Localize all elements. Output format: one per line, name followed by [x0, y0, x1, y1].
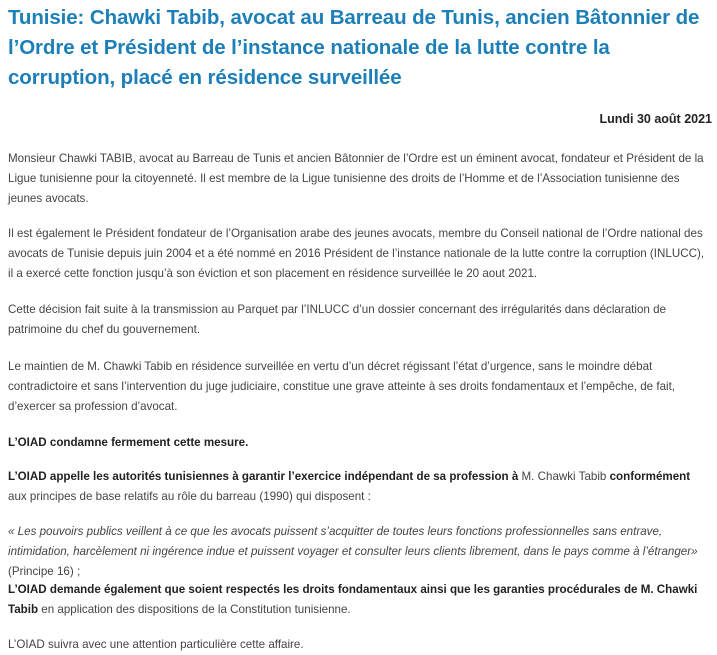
quote-text: « Les pouvoirs publics veillent à ce que les avocats puissent s’acquitter de toutes leurs fonctions professionnelles sans entrave, intimidation, harcèlement ni ingérence indue et puissent voyager et consulter leurs clients librement, dans le pays comme à l’étranger» [8, 525, 698, 558]
appeal-name-text: M. Chawki Tabib [518, 470, 610, 483]
paragraph-followup: L’OIAD suivra avec une attention particulière cette affaire. [8, 638, 304, 651]
paragraph-quote [8, 522, 710, 582]
paragraph-demand [8, 580, 710, 620]
condemnation-text: L’OIAD condamne fermement cette mesure. [8, 436, 249, 449]
appeal-bold-text: L’OIAD appelle les autorités tunisiennes à garantir l’exercice indépendant de sa profession à [8, 470, 519, 483]
demand-bold-text: L’OIAD demande également que soient respectés les droits fondamentaux ainsi que les garanties procédurales de M. Chawki Tabib [8, 583, 698, 616]
paragraph-condemnation [8, 433, 710, 453]
appeal-principles-text: aux principes de base relatifs au rôle du barreau (1990) qui disposent : [8, 490, 371, 503]
demand-normal-text: en application des dispositions de la Constitution tunisienne. [38, 603, 351, 616]
paragraph-decision: Cette décision fait suite à la transmission au Parquet par l’INLUCC d’un dossier concernant des irrégularités dans déclaration de patrimoine du chef du gouvernement. [8, 303, 666, 336]
quote-reference: (Principe 16) ; [8, 565, 81, 578]
paragraph-house-arrest: Le maintien de M. Chawki Tabib en résidence surveillée en vertu d’un décret régissant l’état d’urgence, sans le moindre débat contradictoire et sans l’intervention du juge judiciaire, constitue une grave atteinte à ses droits fondamentaux et l’empêche, de fait, d’exercer sa profession d’avocat. [8, 360, 676, 413]
paragraph-appeal [8, 467, 710, 507]
paragraph-roles: Il est également le Président fondateur de l’Organisation arabe des jeunes avocats, membre du Conseil national de l’Ordre national des avocats de Tunisie depuis juin 2004 et a été nommé en 2016 Président de l’instance nationale de la lutte contre la corruption (INLUCC), il a exercé cette fonction jusqu’à son éviction et son placement en résidence surveillée le 20 aout 2021. [8, 227, 705, 280]
article-date: Lundi 30 août 2021 [599, 112, 712, 126]
paragraph-biography: Monsieur Chawki TABIB, avocat au Barreau de Tunis et ancien Bâtonnier de l’Ordre est un éminent avocat, fondateur et Président de la Ligue tunisienne pour la citoyenneté. Il est membre de la Ligue tunisienne des droits de l’Homme et de l’Association tunisienne des jeunes avocats. [8, 152, 704, 205]
appeal-bold-text-2: conformément [609, 470, 691, 483]
article-title: Tunisie: Chawki Tabib, avocat au Barreau de Tunis, ancien Bâtonnier de l’Ordre et Président de l’instance nationale de la lutte contre la corruption, placé en résidence surveillée [8, 6, 700, 89]
